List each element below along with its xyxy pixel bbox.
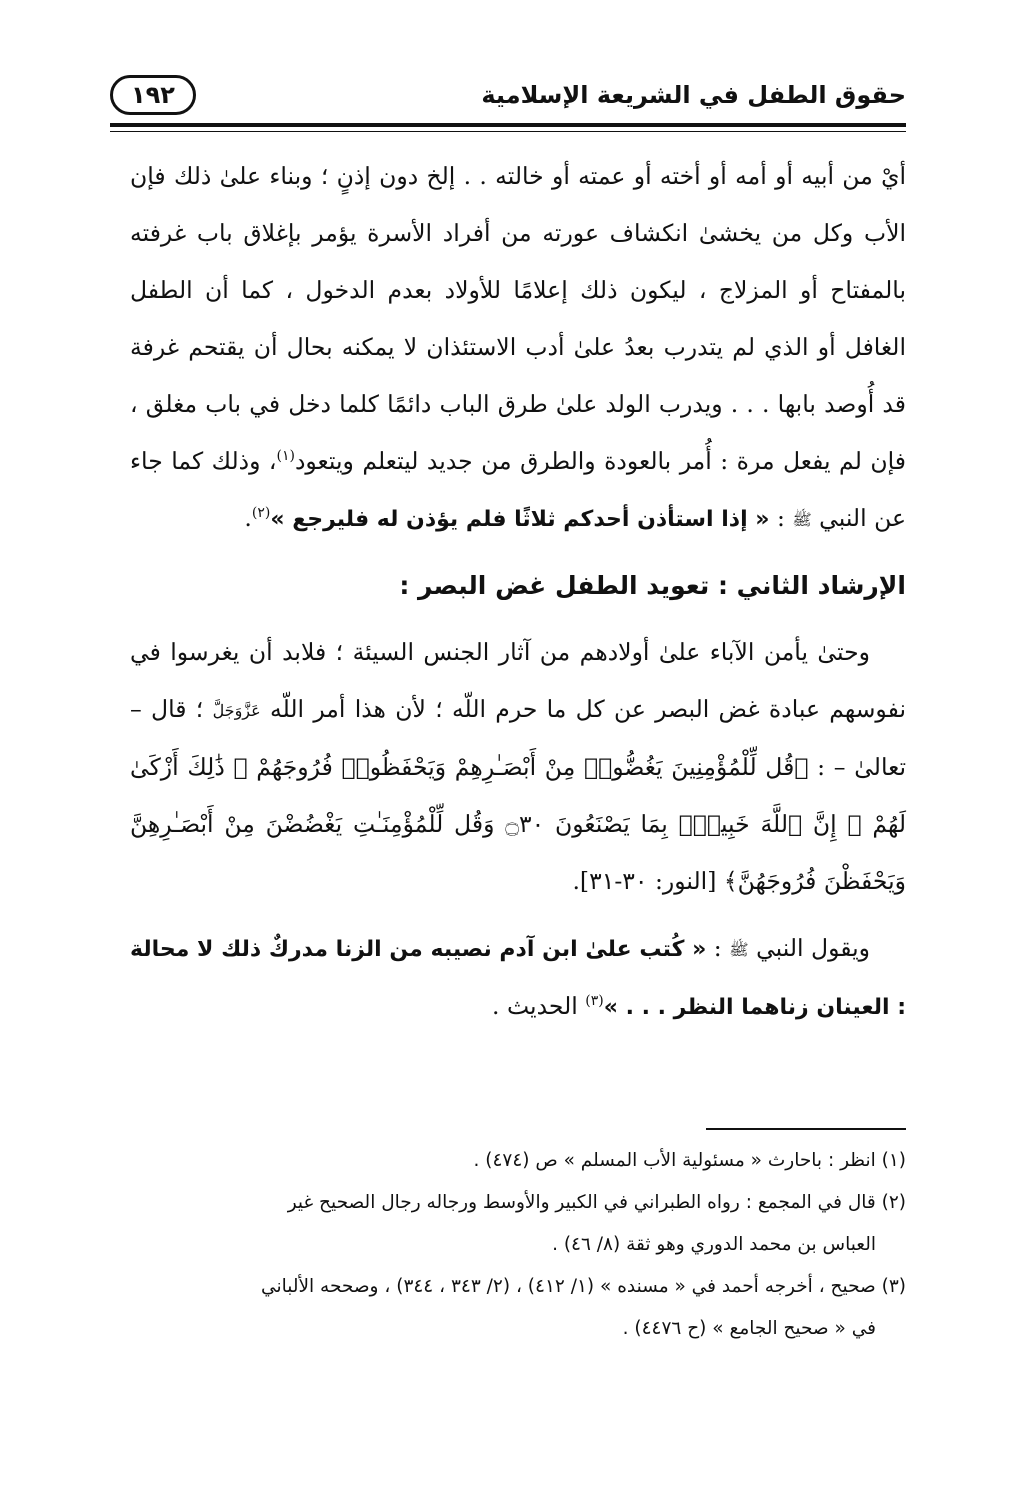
- paragraph-1-tail: ، وذلك كما جاء عن النبي: [130, 447, 906, 532]
- page-header: [110, 70, 906, 120]
- page-number: ١٩٢: [110, 75, 196, 115]
- header-rule-thin: [110, 131, 906, 132]
- salawat-glyph: ﷺ: [792, 510, 812, 529]
- quran-reference: [النور: ٣٠-٣١].: [572, 867, 724, 895]
- section-heading: الإرشاد الثاني : تعويد الطفل غض البصر :: [399, 571, 906, 600]
- paragraph-3-colon: :: [706, 934, 730, 962]
- paragraph-3: [130, 920, 906, 1036]
- paragraph-2: [130, 624, 906, 910]
- hadith-1: « إذا استأذن أحدكم ثلاثًا فلم يؤذن له فليرجع »: [270, 507, 770, 532]
- footnote-3-line-2: في « صحيح الجامع » (ح ٤٤٧٦) .: [622, 1318, 876, 1339]
- main-text: [130, 148, 906, 1036]
- hadith-1-end: .: [244, 504, 252, 532]
- hadith-2: « كُتب علىٰ ابن آدم نصيبه من الزنا مدركٌ ذلك لا محالة : العينان زناهما النظر . . . »: [130, 937, 906, 1020]
- footnote-1: (١) انظر : باحارث « مسئولية الأب المسلم » ص (٤٧٤) .: [473, 1150, 906, 1171]
- hadith-2-end: الحديث .: [492, 992, 586, 1020]
- footnote-ref-3: (٣): [585, 993, 604, 1010]
- salawat-glyph-2: ﷺ: [729, 940, 749, 959]
- paragraph-2-text: وحتىٰ يأمن الآباء علىٰ أولادهم من آثار الجنس السيئة ؛ فلابد أن يغرسوا في نفوسهم عبادة غض البصر عن كل ما حرم اللّه ؛ لأن هذا أمر اللّه: [130, 638, 906, 723]
- quran-verse: ﴿قُل لِّلْمُؤْمِنِينَ يَغُضُّوا۟ مِنْ أَبْصَـٰرِهِمْ وَيَحْفَظُوا۟ فُرُوجَهُمْ ۚ ذَٰلِكَ أَزْكَىٰ لَهُمْ ۗ إِنَّ ٱللَّهَ خَبِيرٌۢ بِمَا يَصْنَعُونَ ۝٣٠ وَقُل لِّلْمُؤْمِنَـٰتِ يَغْضُضْنَ مِنْ أَبْصَـٰرِهِنَّ وَيَحْفَظْنَ فُرُوجَهُنَّ﴾: [130, 753, 906, 895]
- paragraph-1-text: أيْ من أبيه أو أمه أو أخته أو عمته أو خالته . . إلخ دون إذنٍ ؛ وبناء علىٰ ذلك فإن الأب وكل من يخشىٰ انكشاف عورته من أفراد الأسرة يؤمر بإغلاق باب غرفته بالمفتاح أو المزلاج ، ليكون ذلك إعلامًا للأولاد بعدم الدخول ، كما أن الطفل الغافل أو الذي لم يتدرب بعدُ علىٰ أدب الاستئذان لا يمكنه بحال أن يقتحم غرفة قد أُوصد بابها . . . ويدرب الولد علىٰ طرق الباب دائمًا كلما دخل في باب مغلق ، فإن لم يفعل مرة : أُمر بالعودة والطرق من جديد ليتعلم ويتعود: [130, 162, 906, 475]
- azza-wa-jalla-glyph: عَزَّوَجَلَّ: [212, 701, 261, 720]
- header-rule-thick: [110, 123, 906, 127]
- footnote-ref-1: (١): [276, 448, 295, 465]
- paragraph-1-colon: :: [769, 504, 793, 532]
- paragraph-3-text: ويقول النبي: [748, 934, 871, 962]
- footnote-separator: [706, 1128, 906, 1130]
- footnote-2-line-1: (٢) قال في المجمع : رواه الطبراني في الكبير والأوسط ورجاله رجال الصحيح غير: [287, 1192, 906, 1213]
- footnote-2-line-2: العباس بن محمد الدوري وهو ثقة (٨/ ٤٦) .: [552, 1234, 876, 1255]
- footnotes: [128, 1140, 906, 1350]
- running-title: حقوق الطفل في الشريعة الإسلامية: [481, 81, 906, 109]
- footnote-ref-2: (٢): [251, 505, 271, 522]
- paragraph-1: [130, 148, 906, 548]
- footnote-3-line-1: (٣) صحيح ، أخرجه أحمد في « مسنده » (١/ ٤١٢) ، (٢/ ٣٤٣ ، ٣٤٤) ، وصححه الألباني: [261, 1276, 906, 1297]
- paragraph-2-mid: ؛ قال – تعالىٰ – :: [130, 695, 906, 781]
